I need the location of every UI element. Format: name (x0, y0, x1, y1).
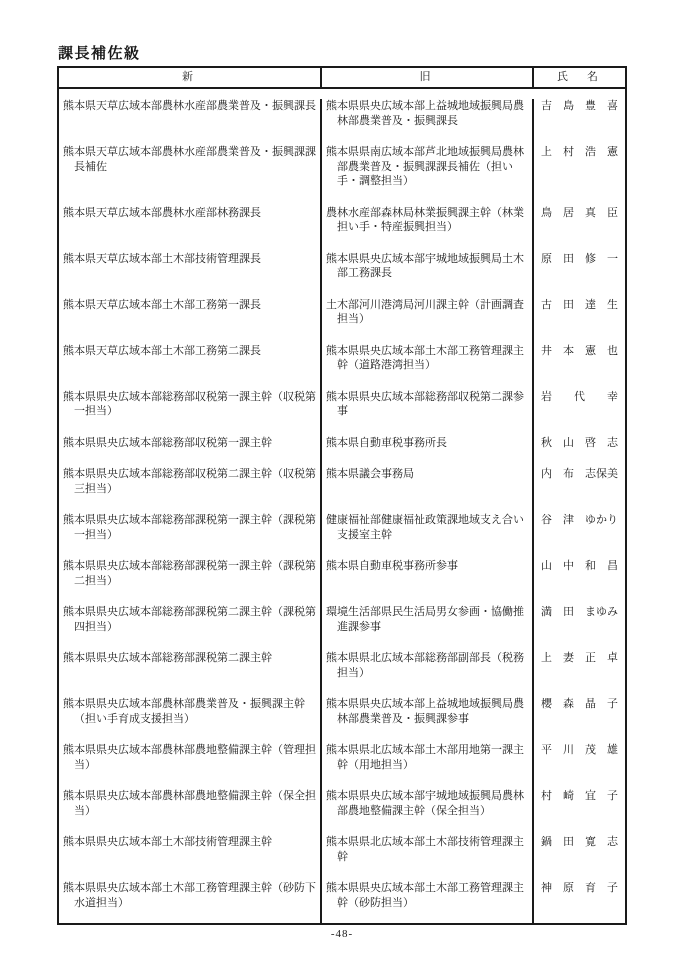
cell-new-post: 熊本県県央広域本部土木部工務管理課主幹（砂防下水道担当） (59, 881, 322, 923)
cell-person-name (534, 835, 625, 881)
name-char-group: 川 (563, 744, 574, 756)
table-row (59, 835, 625, 881)
cell-old-post: 環境生活部県民生活局男女参画・協働推進課参事 (322, 605, 534, 651)
cell-old-post: 熊本県県央広域本部上益城地域振興局農林部農業普及・振興課長 (322, 99, 534, 145)
name-char-group: 満 (541, 606, 552, 618)
name-char-group: 妻 (563, 652, 574, 664)
name-char-group: 岩 (541, 390, 552, 403)
cell-new-post: 熊本県県央広域本部農林部農業普及・振興課主幹（担い手育成支援担当） (59, 697, 322, 743)
table-row (59, 651, 625, 697)
name-char-group: ゆかり (585, 514, 618, 526)
name-char-group: 正 (585, 652, 596, 664)
page-number: -48- (330, 928, 354, 940)
personnel-table (57, 66, 627, 925)
table-row (59, 436, 625, 468)
name-char-group: 村 (563, 146, 574, 158)
table-row (59, 605, 625, 651)
name-char-group: 古 (541, 298, 552, 311)
cell-old-post: 熊本県県央広域本部宇城地域振興局農林部農地整備課主幹（保全担当） (322, 789, 534, 835)
name-char-group: 喜 (607, 100, 618, 112)
cell-person-name (534, 743, 625, 789)
name-char-group: 山 (563, 436, 574, 449)
cell-new-post: 熊本県天草広域本部土木部技術管理課長 (59, 252, 322, 298)
table-row (59, 298, 625, 344)
table-row (59, 206, 625, 252)
name-char-group: 上 (541, 652, 552, 664)
cell-new-post: 熊本県県央広域本部総務部収税第二課主幹（収税第三担当） (59, 467, 322, 513)
name-char-group: 也 (607, 344, 618, 357)
name-char-group: 井 (541, 344, 552, 357)
name-char-group: 田 (563, 298, 574, 311)
cell-person-name (534, 467, 625, 513)
table-row (59, 252, 625, 298)
name-char-group: 櫻 (541, 698, 552, 710)
name-char-group: 生 (607, 298, 618, 311)
name-char-group: 原 (563, 882, 574, 894)
name-char-group: 田 (563, 836, 574, 848)
name-char-group: 森 (563, 698, 574, 710)
name-char-group: 憲 (585, 344, 596, 357)
table-row (59, 390, 625, 436)
name-char-group: 臣 (607, 206, 618, 219)
table-row (59, 344, 625, 390)
name-char-group: 和 (585, 560, 596, 572)
cell-person-name (534, 605, 625, 651)
table-row (59, 99, 625, 145)
table-header (59, 68, 625, 89)
name-char-group: 幸 (607, 390, 618, 403)
name-char-group: 志保美 (585, 468, 618, 480)
name-char-group: 本 (563, 344, 574, 357)
name-char-group: 晶 (585, 698, 596, 710)
cell-person-name (534, 298, 625, 344)
name-char-group: 崎 (563, 790, 574, 802)
cell-person-name (534, 697, 625, 743)
name-char-group: 谷 (541, 514, 552, 526)
table-row (59, 881, 625, 923)
cell-old-post: 熊本県県北広域本部総務部副部長（税務担当） (322, 651, 534, 697)
name-char-group: 山 (541, 560, 552, 572)
name-char-group: 昌 (607, 560, 618, 572)
cell-new-post: 熊本県県央広域本部総務部課税第一課主幹（課税第一担当） (59, 513, 322, 559)
cell-new-post: 熊本県県央広域本部農林部農地整備課主幹（管理担当） (59, 743, 322, 789)
cell-old-post: 土木部河川港湾局河川課主幹（計画調査担当） (322, 298, 534, 344)
name-char-group: 達 (585, 298, 596, 311)
cell-new-post: 熊本県天草広域本部農林水産部林務課長 (59, 206, 322, 252)
cell-person-name (534, 651, 625, 697)
cell-person-name (534, 789, 625, 835)
cell-person-name (534, 252, 625, 298)
cell-old-post: 熊本県県央広域本部土木部工務管理課主幹（砂防担当） (322, 881, 534, 923)
name-char-group: 居 (563, 206, 574, 219)
cell-person-name (534, 513, 625, 559)
cell-person-name (534, 99, 625, 145)
name-char-group: 志 (607, 436, 618, 449)
cell-old-post: 健康福祉部健康福祉政策課地域支え合い支援室主幹 (322, 513, 534, 559)
cell-old-post: 熊本県県央広域本部上益城地域振興局農林部農業普及・振興課参事 (322, 697, 534, 743)
header-cell-new: 新 (59, 68, 322, 87)
name-char-group: 子 (607, 882, 618, 894)
name-char-group: 寛 (585, 836, 596, 848)
name-char-group: 中 (563, 560, 574, 572)
cell-new-post: 熊本県県央広域本部土木部技術管理課主幹 (59, 835, 322, 881)
table-row (59, 697, 625, 743)
name-char-group: 一 (607, 252, 618, 265)
cell-new-post: 熊本県天草広域本部土木部工務第二課長 (59, 344, 322, 390)
cell-old-post: 熊本県県北広域本部土木部用地第一課主幹（用地担当） (322, 743, 534, 789)
name-char-group: 布 (563, 468, 574, 480)
cell-person-name (534, 559, 625, 605)
cell-old-post: 熊本県県央広域本部総務部収税第二課参事 (322, 390, 534, 436)
cell-person-name (534, 344, 625, 390)
cell-old-post: 熊本県議会事務局 (322, 467, 534, 513)
name-char-group: 神 (541, 882, 552, 894)
name-char-group: 秋 (541, 436, 552, 449)
name-char-group: 吉 (541, 100, 552, 112)
table-row (59, 743, 625, 789)
name-char-group: 上 (541, 146, 552, 158)
name-char-group: 修 (585, 252, 596, 265)
cell-old-post: 熊本県県央広域本部宇城地域振興局土木部工務課長 (322, 252, 534, 298)
cell-old-post: 熊本県県央広域本部土木部工務管理課主幹（道路港湾担当） (322, 344, 534, 390)
cell-new-post: 熊本県県央広域本部総務部課税第一課主幹（課税第二担当） (59, 559, 322, 605)
cell-old-post: 農林水産部森林局林業振興課主幹（林業担い手・特産振興担当） (322, 206, 534, 252)
name-char-group: 津 (563, 514, 574, 526)
name-char-group: 育 (585, 882, 596, 894)
name-char-group: 茂 (585, 744, 596, 756)
table-row (59, 145, 625, 206)
cell-person-name (534, 206, 625, 252)
cell-new-post: 熊本県県央広域本部総務部課税第二課主幹 (59, 651, 322, 697)
name-char-group: 田 (563, 606, 574, 618)
name-char-group: 鳥 (541, 206, 552, 219)
name-char-group: 雄 (607, 744, 618, 756)
cell-person-name (534, 881, 625, 923)
name-char-group: 田 (563, 252, 574, 265)
name-char-group: 卓 (607, 652, 618, 664)
name-char-group: 代 (574, 390, 585, 403)
page-title: 課長補佐級 (58, 45, 141, 62)
cell-old-post: 熊本県県南広域本部芦北地域振興局農林部農業普及・振興課課長補佐（担い手・調整担当） (322, 145, 534, 206)
cell-new-post: 熊本県天草広域本部農林水産部農業普及・振興課長 (59, 99, 322, 145)
name-char-group: 平 (541, 744, 552, 756)
name-char-group: 原 (541, 252, 552, 265)
cell-person-name (534, 145, 625, 206)
name-char-group: 鍋 (541, 836, 552, 848)
cell-old-post: 熊本県自動車税事務所長 (322, 436, 534, 468)
cell-new-post: 熊本県県央広域本部総務部収税第一課主幹（収税第一担当） (59, 390, 322, 436)
cell-person-name (534, 390, 625, 436)
cell-new-post: 熊本県天草広域本部農林水産部農業普及・振興課課長補佐 (59, 145, 322, 206)
name-char-group: 内 (541, 468, 552, 480)
name-char-group: 啓 (585, 436, 596, 449)
cell-person-name (534, 436, 625, 468)
name-char-group: 宜 (585, 790, 596, 802)
table-row (59, 559, 625, 605)
cell-new-post: 熊本県県央広域本部農林部農地整備課主幹（保全担当） (59, 789, 322, 835)
table-row (59, 467, 625, 513)
header-cell-old: 旧 (322, 68, 534, 87)
name-char-group: 豊 (585, 100, 596, 112)
name-char-group: 村 (541, 790, 552, 802)
name-char-group: 浩 (585, 146, 596, 158)
table-row (59, 513, 625, 559)
name-char-group: 志 (607, 836, 618, 848)
table-row (59, 789, 625, 835)
name-char-group: 島 (563, 100, 574, 112)
cell-new-post: 熊本県県央広域本部総務部収税第一課主幹 (59, 436, 322, 468)
header-cell-name: 氏 名 (557, 71, 602, 84)
name-char-group: 真 (585, 206, 596, 219)
name-char-group: まゆみ (585, 606, 618, 618)
table-body (59, 89, 625, 923)
cell-new-post: 熊本県県央広域本部総務部課税第二課主幹（課税第四担当） (59, 605, 322, 651)
name-char-group: 子 (607, 790, 618, 802)
cell-old-post: 熊本県自動車税事務所参事 (322, 559, 534, 605)
cell-old-post: 熊本県県北広域本部土木部技術管理課主幹 (322, 835, 534, 881)
name-char-group: 憲 (607, 146, 618, 158)
name-char-group: 子 (607, 698, 618, 710)
cell-new-post: 熊本県天草広域本部土木部工務第一課長 (59, 298, 322, 344)
